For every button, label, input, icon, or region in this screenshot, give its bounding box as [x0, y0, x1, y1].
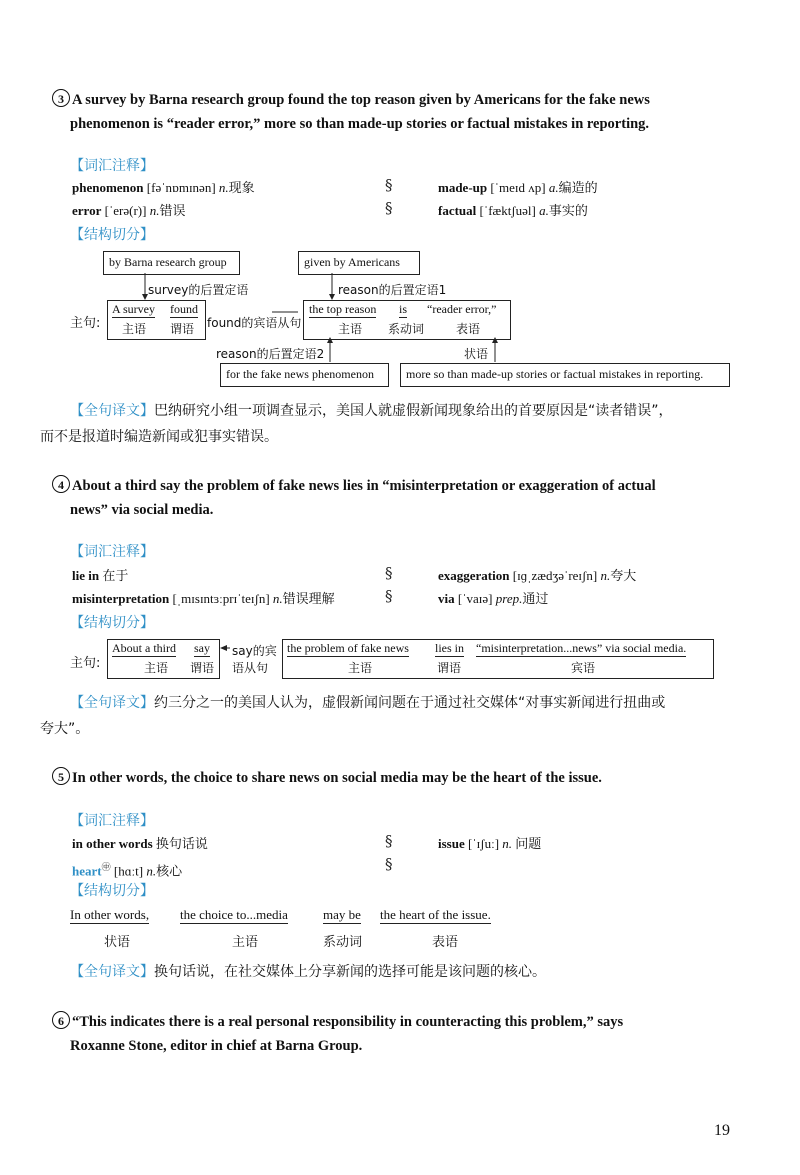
vocab-entry: lie in 在于 — [72, 568, 129, 583]
sentence-number: 4 — [52, 475, 70, 493]
vocab-entry: exaggeration [ɪɡˌzædʒəˈreɪʃn] n.夸大 — [438, 568, 637, 583]
separator-icon: § — [385, 176, 393, 194]
modifier-box: more so than made-up stories or factual mistakes in reporting. — [400, 363, 730, 387]
clause-box: A survey found 主语 谓语 — [107, 300, 206, 340]
segment: In other words, — [70, 907, 150, 922]
sentence-text-line2: phenomenon is “reader error,” more so than made-up stories or factual mistakes in reporting. — [70, 116, 650, 132]
main-clause-label: 主句: — [70, 316, 101, 331]
sentence-5 — [52, 766, 602, 790]
segment-role: 表语 — [432, 935, 459, 950]
vocab-entry: factual [ˈfæktʃuəl] a.事实的 — [438, 203, 588, 218]
sentence-text-line2: Roxanne Stone, editor in chief at Barna Group. — [70, 1038, 363, 1054]
clause-box: About a third say 主语 谓语 — [107, 639, 220, 679]
sentence-number: 6 — [52, 1011, 70, 1029]
relation-label: survey的后置定语 — [148, 283, 249, 297]
page-number: 19 — [714, 1122, 730, 1139]
clause-box: the problem of fake news lies in “misinterpretation...news” via social media. 主语 谓语 宾语 — [282, 639, 714, 679]
translation-line2: 而不是报道时编造新闻或犯事实错误。 — [40, 429, 278, 445]
relation-label: 状语 — [464, 347, 489, 361]
sentence-number: 3 — [52, 89, 70, 107]
sentence-text: About a third say the problem of fake news lies in “misinterpretation or exaggeration of actual — [72, 478, 656, 494]
vocab-entry: issue [ˈɪʃuː] n. 问题 — [438, 836, 542, 851]
sentence-text: A survey by Barna research group found the top reason given by Americans for the fake news — [72, 92, 650, 108]
vocab-entry: made-up [ˈmeɪd ʌp] a.编造的 — [438, 180, 598, 195]
relation-label: reason的后置定语1 — [338, 283, 447, 297]
new-meaning-icon: ㊥ — [101, 862, 111, 872]
segment: the heart of the issue. — [380, 907, 491, 922]
vocab-entry: phenomenon [fəˈnɒmɪnən] n.现象 — [72, 180, 255, 195]
sentence-6 — [52, 1010, 623, 1058]
separator-icon: § — [385, 564, 393, 582]
sentence-text-line2: news” via social media. — [70, 502, 214, 518]
sentence-text: In other words, the choice to share news on social media may be the heart of the issue. — [72, 770, 602, 786]
structure-label: 【结构切分】 — [70, 883, 154, 899]
translation-line2: 夸大”。 — [40, 721, 90, 737]
separator-icon: § — [385, 855, 393, 873]
segment-role: 主语 — [232, 935, 259, 950]
main-clause-label: 主句: — [70, 656, 101, 671]
modifier-box: for the fake news phenomenon — [220, 363, 389, 387]
vocab-entry: misinterpretation [ˌmɪsɪntɜːprɪˈteɪʃn] n.错误理解 — [72, 591, 335, 606]
relation-label: found的宾语从句 — [207, 316, 302, 330]
separator-icon: § — [385, 587, 393, 605]
modifier-box: by Barna research group — [103, 251, 240, 275]
segment: the choice to...media — [180, 907, 288, 922]
modifier-box: given by Americans — [298, 251, 420, 275]
translation: 【全句译文】巴纳研究小组一项调查显示，美国人就虚假新闻现象给出的首要原因是“读者错误”， — [70, 403, 673, 419]
vocab-label: 【词汇注释】 — [70, 813, 154, 829]
translation: 【全句译文】换句话说，在社交媒体上分享新闻的选择可能是该问题的核心。 — [70, 964, 546, 980]
relation-label: 语从句 — [232, 661, 269, 675]
segment-role: 系动词 — [323, 935, 363, 950]
separator-icon: § — [385, 832, 393, 850]
separator-icon: § — [385, 199, 393, 217]
clause-box: the top reason is “reader error,” 主语 系动词 表语 — [303, 300, 511, 340]
translation: 【全句译文】约三分之一的美国人认为，虚假新闻问题在于通过社交媒体“对事实新闻进行扭曲或 — [70, 695, 666, 711]
vocab-entry: error [ˈerə(r)] n.错误 — [72, 203, 186, 218]
sentence-text: “This indicates there is a real personal responsibility in counteracting this problem,” says — [72, 1014, 624, 1030]
relation-label: say的宾 — [232, 644, 277, 658]
vocab-label: 【词汇注释】 — [70, 158, 154, 174]
vocab-entry: in other words 换句话说 — [72, 836, 208, 851]
structure-label: 【结构切分】 — [70, 615, 154, 631]
sentence-number: 5 — [52, 767, 70, 785]
segment-role: 状语 — [104, 935, 131, 950]
relation-label: reason的后置定语2 — [216, 347, 325, 361]
vocab-entry: via [ˈvaɪə] prep.通过 — [438, 591, 549, 606]
vocab-entry: heart㊥ [hɑːt] n.核心 — [72, 862, 183, 879]
structure-label: 【结构切分】 — [70, 227, 154, 243]
vocab-label: 【词汇注释】 — [70, 544, 154, 560]
segment: may be — [323, 907, 361, 922]
